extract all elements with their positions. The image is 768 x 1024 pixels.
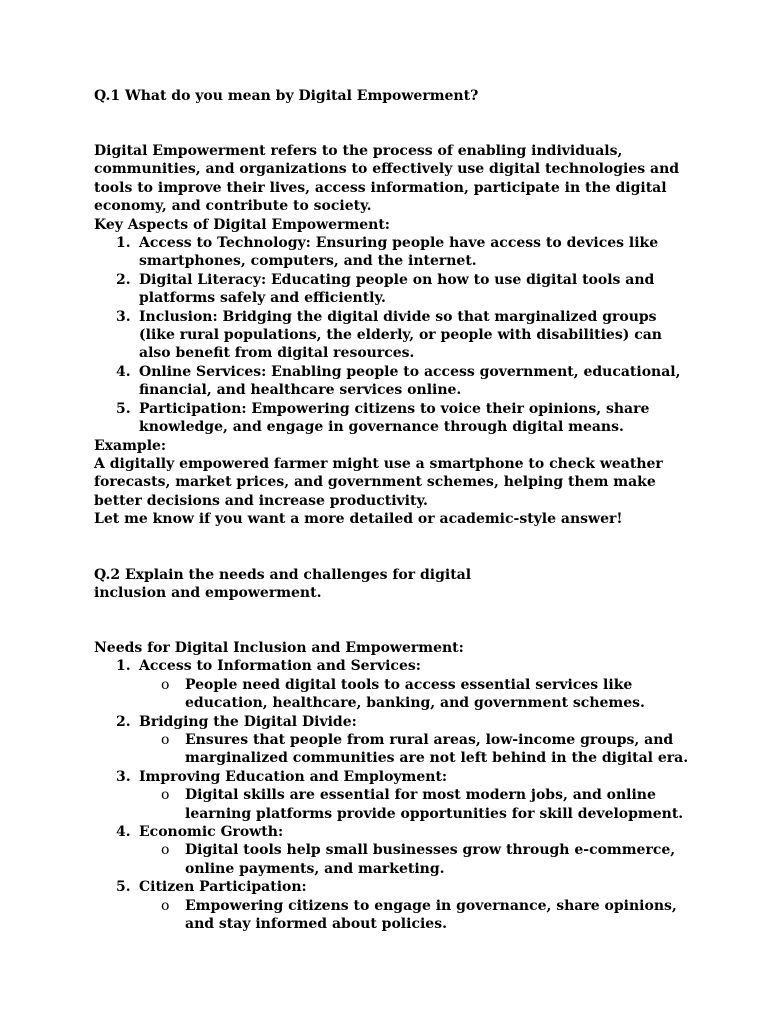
q1-definition: Digital Empowerment refers to the process of enabling individuals, communities, and organizations to effectively use digital technologies and tools to improve their lives, access information, participate in the digital economy, and contribute to society.	[94, 143, 680, 215]
q2-needs-list	[94, 657, 694, 933]
need-item-1: 1. Access to Information and Services: o People need digital tools to access essential services like education, healthcare, banking, and government schemes.	[116, 658, 645, 712]
need-detail: Digital skills are essential for most modern jobs, and online learning platforms provide opportunities for skill development.	[185, 787, 684, 822]
need-detail: Ensures that people from rural areas, low-income groups, and marginalized communities are not left behind in the digital era.	[185, 732, 689, 767]
bullet-icon: o	[161, 897, 170, 914]
aspect-text: Access to Technology: Ensuring people have access to devices like smartphones, computers, and the internet.	[139, 235, 659, 270]
q1-answer	[94, 142, 684, 529]
bullet-icon: o	[161, 787, 170, 804]
need-item-2: 2. Bridging the Digital Divide: o Ensures that people from rural areas, low-income groups, and marginalized communities are not left behind in the digital era.	[116, 713, 689, 767]
q2-needs-heading: Needs for Digital Inclusion and Empowerment:	[94, 640, 464, 656]
aspect-item-1: 1. Access to Technology: Ensuring people have access to devices like smartphones, computers, and the internet.	[116, 235, 659, 270]
aspect-text: Inclusion: Bridging the digital divide so that marginalized groups (like rural populations, the elderly, or people with disabilities) can also benefit from digital resources.	[139, 308, 662, 362]
q2-answer	[94, 639, 694, 934]
aspect-text: Online Services: Enabling people to access government, educational, financial, and healthcare services online.	[139, 363, 681, 399]
need-detail: Digital tools help small businesses grow through e-commerce, online payments, and marketing.	[185, 842, 676, 877]
bullet-icon: o	[161, 676, 170, 693]
q2-question: Q.2 Explain the needs and challenges for digital inclusion and empowerment.	[94, 567, 472, 602]
aspect-text: Digital Literacy: Educating people on how to use digital tools and platforms safely and efficiently.	[139, 271, 655, 307]
need-title: Economic Growth:	[139, 824, 284, 841]
q1-question: Q.1 What do you mean by Digital Empowerment?	[94, 88, 479, 104]
need-detail: People need digital tools to access essential services like education, healthcare, banking, and government schemes.	[185, 676, 645, 712]
q1-example-text: A digitally empowered farmer might use a smartphone to check weather forecasts, market prices, and government schemes, helping them make better decisions and increase productivity.	[94, 455, 663, 509]
need-title: Citizen Participation:	[139, 879, 307, 896]
q1-example-heading: Example:	[94, 437, 167, 454]
q1-closing: Let me know if you want a more detailed or academic-style answer!	[94, 511, 623, 528]
need-title: Improving Education and Employment:	[139, 768, 448, 785]
bullet-icon: o	[161, 842, 170, 859]
aspect-item-2: 2. Digital Literacy: Educating people on how to use digital tools and platforms safely and efficiently.	[116, 271, 655, 307]
aspect-item-3: 3. Inclusion: Bridging the digital divide so that marginalized groups (like rural populations, the elderly, or people with disabilities) can also benefit from digital resources.	[116, 308, 662, 362]
bullet-icon: o	[161, 732, 170, 749]
need-detail: Empowering citizens to engage in governance, share opinions, and stay informed about policies.	[185, 897, 677, 933]
q1-aspects-list	[94, 234, 684, 436]
need-item-5: 5. Citizen Participation: o Empowering citizens to engage in governance, share opinions, and stay informed about policies.	[116, 879, 677, 933]
aspect-text: Participation: Empowering citizens to voice their opinions, share knowledge, and engage in governance through digital means.	[139, 400, 650, 436]
q1-aspects-heading: Key Aspects of Digital Empowerment:	[94, 216, 390, 233]
need-item-3: 3. Improving Education and Employment: o Digital skills are essential for most modern jobs, and online learning platforms provide opportunities for skill development.	[116, 768, 684, 822]
aspect-item-4: 4. Online Services: Enabling people to access government, educational, financial, and healthcare services online.	[116, 363, 681, 399]
need-item-4: 4. Economic Growth: o Digital tools help small businesses grow through e-commerce, online payments, and marketing.	[116, 824, 676, 877]
need-title: Access to Information and Services:	[139, 658, 421, 675]
aspect-item-5: 5. Participation: Empowering citizens to voice their opinions, share knowledge, and engage in governance through digital means.	[116, 400, 650, 436]
need-title: Bridging the Digital Divide:	[139, 713, 357, 730]
